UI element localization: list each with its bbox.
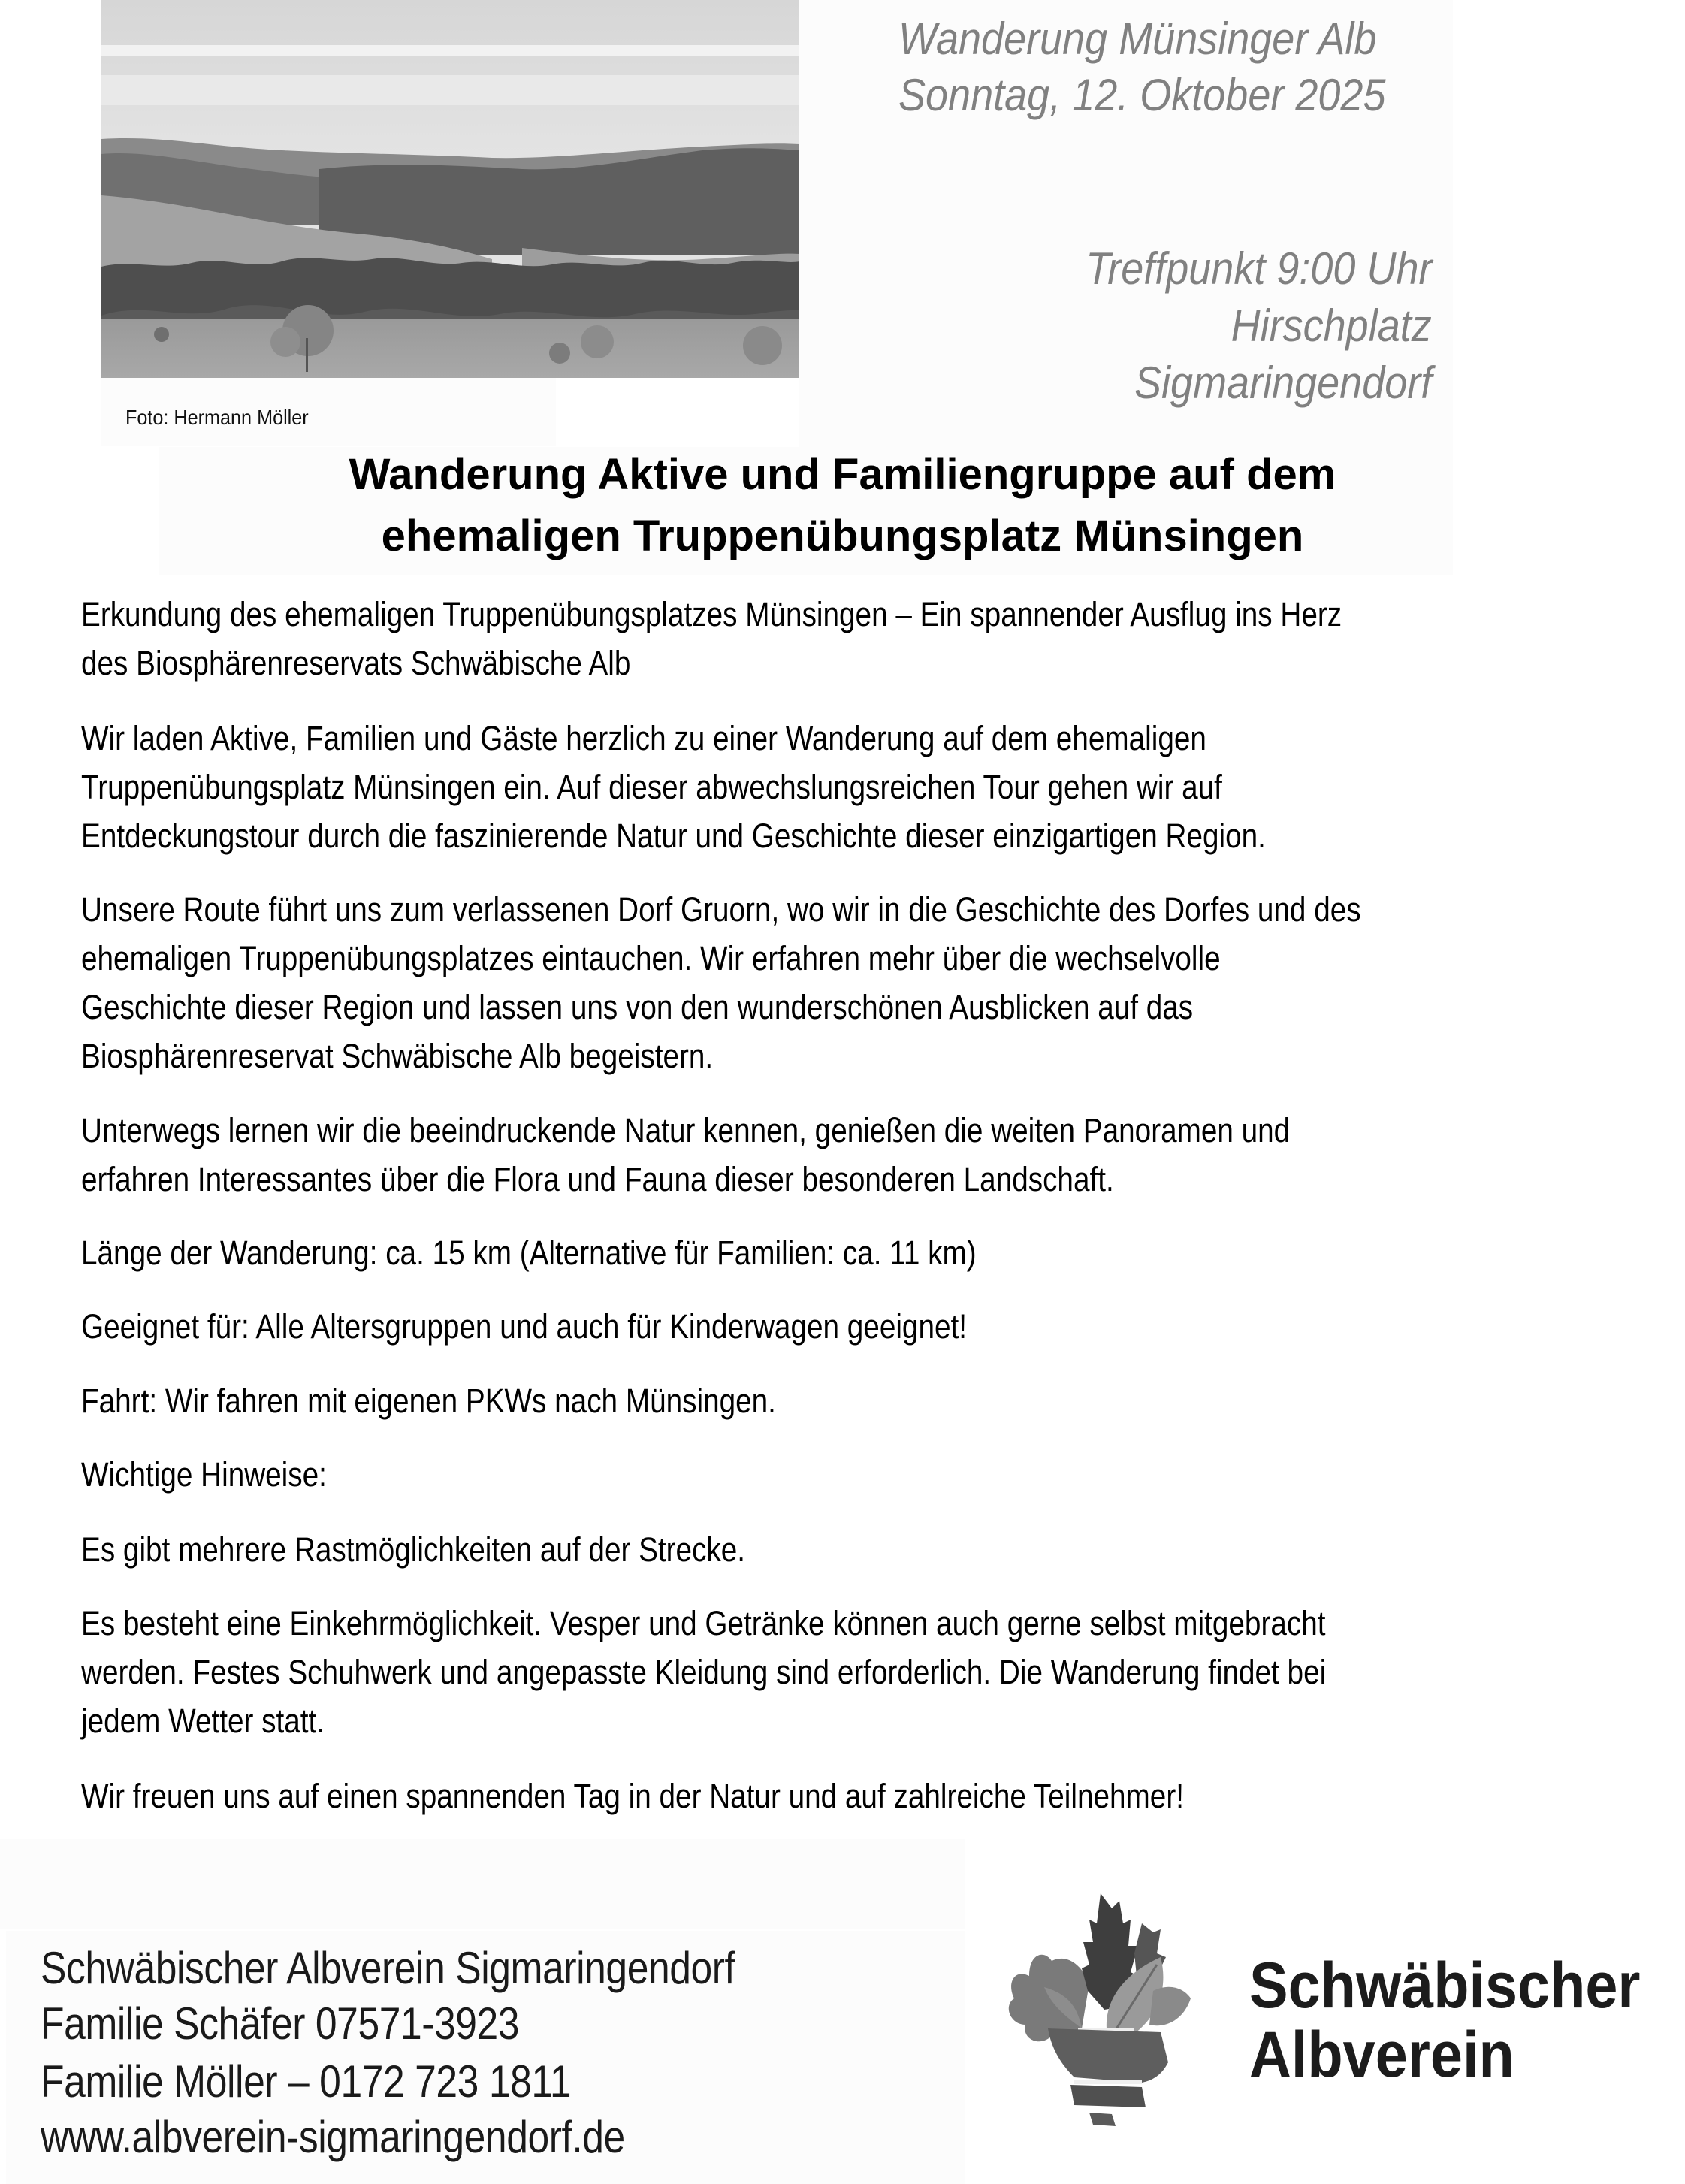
body-paragraph-line: Erkundung des ehemaligen Truppenübungsplatzes Münsingen – Ein spannender Ausflug ins Herz <box>81 595 1342 633</box>
landscape-photo <box>101 0 799 378</box>
page-title-text: Wanderung Aktive und Familiengruppe auf dem <box>349 450 1336 499</box>
landscape-photo-image <box>101 0 799 378</box>
body-paragraph-line: Unterwegs lernen wir die beeindruckende Natur kennen, genießen die weiten Panoramen und <box>81 1111 1291 1149</box>
body-paragraph-line: Fahrt: Wir fahren mit eigenen PKWs nach Münsingen. <box>81 1382 776 1420</box>
body-paragraph-line: Es besteht eine Einkehrmöglichkeit. Vesper und Getränke können auch gerne selbst mitgebracht <box>81 1604 1326 1642</box>
meeting-place: Hirschplatz <box>1231 301 1432 351</box>
body-paragraph-line: erfahren Interessantes über die Flora und Fauna dieser besonderen Landschaft. <box>81 1160 1114 1198</box>
photo-caption: Foto: Hermann Möller <box>125 406 309 429</box>
body-paragraph-line: Wir freuen uns auf einen spannenden Tag in der Natur und auf zahlreiche Teilnehmer! <box>81 1777 1184 1815</box>
body-paragraph-line: Unsere Route führt uns zum verlassenen Dorf Gruorn, wo wir in die Geschichte des Dorfes und des <box>81 890 1361 929</box>
event-name: Wanderung Münsinger Alb <box>898 14 1377 64</box>
background-patch <box>0 1839 965 1929</box>
footer-website-link[interactable]: www.albverein-sigmaringendorf.de <box>41 2112 625 2162</box>
meeting-town: Sigmaringendorf <box>1134 358 1432 408</box>
page-title-line-2 <box>0 512 1685 560</box>
body-paragraph-line: Geschichte dieser Region und lassen uns von den wunderschönen Ausblicken auf das <box>81 988 1194 1026</box>
page-title-line-1 <box>0 450 1685 499</box>
body-paragraph-line: Es gibt mehrere Rastmöglichkeiten auf der Strecke. <box>81 1530 746 1569</box>
body-paragraph-line: werden. Festes Schuhwerk und angepasste Kleidung sind erforderlich. Die Wanderung findet bei <box>81 1653 1327 1691</box>
albverein-emblem-icon <box>999 1878 1209 2126</box>
body-paragraph-line: des Biosphärenreservats Schwäbische Alb <box>81 644 631 682</box>
meeting-time: Treffpunkt 9:00 Uhr <box>1085 243 1432 294</box>
body-paragraph-line: ehemaligen Truppenübungsplatzes eintauchen. Wir erfahren mehr über die wechselvolle <box>81 939 1221 977</box>
logo-text-line-2: Albverein <box>1249 2019 1514 2091</box>
body-paragraph-line: Länge der Wanderung: ca. 15 km (Alternative für Familien: ca. 11 km) <box>81 1234 977 1272</box>
body-paragraph-line: Biosphärenreservat Schwäbische Alb begeistern. <box>81 1037 714 1075</box>
body-paragraph-line: Wichtige Hinweise: <box>81 1455 327 1494</box>
body-paragraph-line: jedem Wetter statt. <box>81 1702 325 1740</box>
event-date: Sonntag, 12. Oktober 2025 <box>898 70 1386 120</box>
page-title-text: ehemaligen Truppenübungsplatz Münsingen <box>381 512 1304 560</box>
footer-contact-schaefer: Familie Schäfer 07571-3923 <box>41 1998 520 2049</box>
footer-organization: Schwäbischer Albverein Sigmaringendorf <box>41 1943 735 1993</box>
body-paragraph-line: Entdeckungstour durch die faszinierende Natur und Geschichte dieser einzigartigen Region. <box>81 817 1266 855</box>
body-paragraph-line: Truppenübungsplatz Münsingen ein. Auf dieser abwechslungsreichen Tour gehen wir auf <box>81 768 1222 806</box>
body-paragraph-line: Wir laden Aktive, Familien und Gäste herzlich zu einer Wanderung auf dem ehemaligen <box>81 719 1206 757</box>
footer-contact-moeller: Familie Möller – 0172 723 1811 <box>41 2056 572 2107</box>
logo-text-line-1: Schwäbischer <box>1249 1950 1641 2022</box>
body-paragraph-line: Geeignet für: Alle Altersgruppen und auch für Kinderwagen geeignet! <box>81 1307 968 1346</box>
